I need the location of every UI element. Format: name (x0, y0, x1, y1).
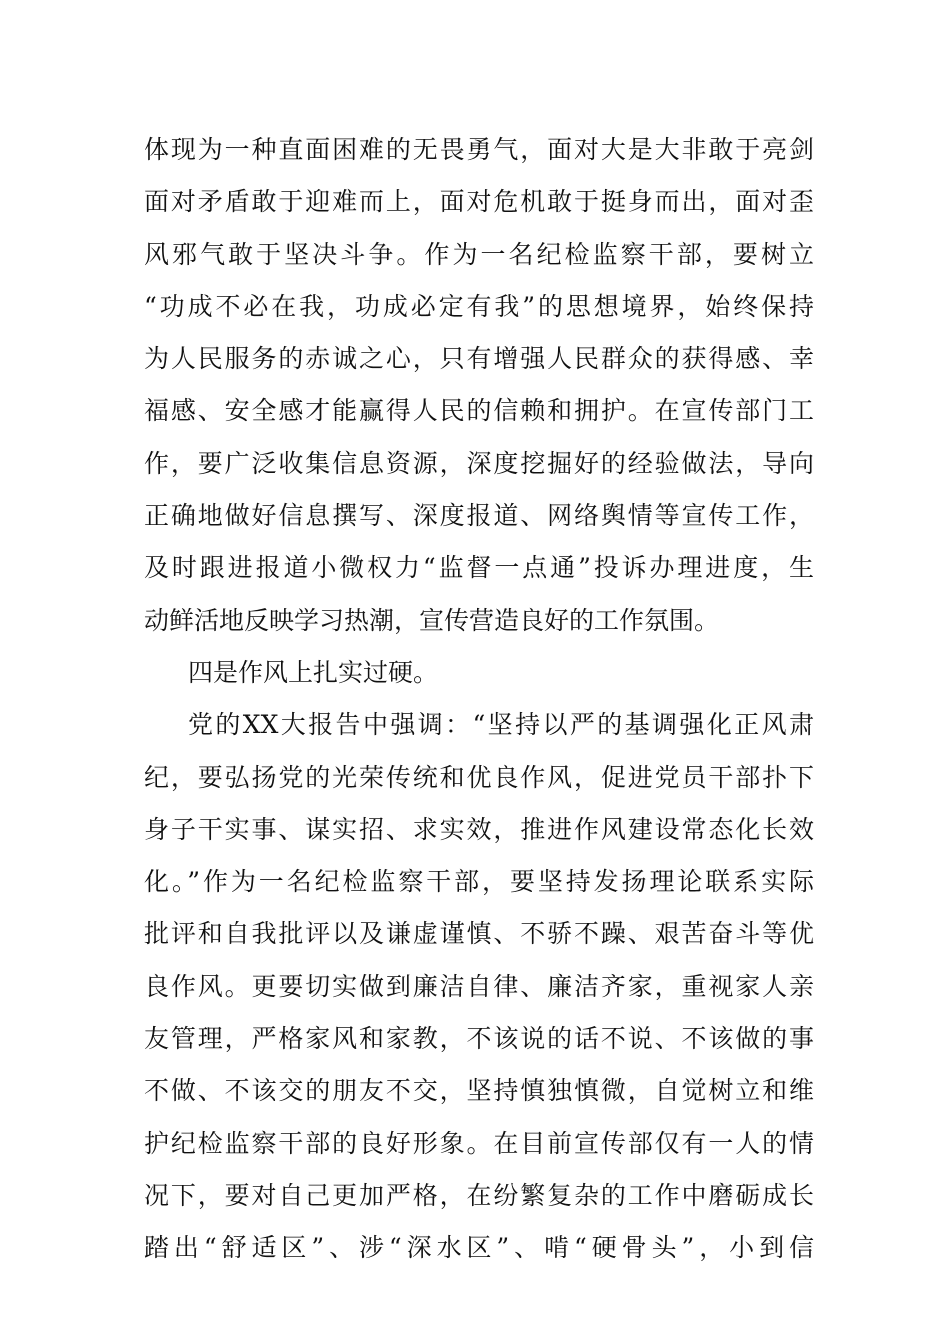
text-line: 纪，要弘扬党的光荣传统和优良作风，促进党员干部扑下 (144, 762, 814, 792)
text-line: 体现为一种直面困难的无畏勇气，面对大是大非敢于亮剑 (144, 135, 814, 164)
text-line: 作，要广泛收集信息资源，深度挖掘好的经验做法，导向 (144, 448, 814, 478)
text-line: 不做、不该交的朋友不交，坚持慎独慎微，自觉树立和维 (144, 1076, 814, 1106)
text-line: 况下，要对自己更加严格，在纷繁复杂的工作中磨砺成长 (144, 1180, 814, 1210)
text-line: 护纪检监察干部的良好形象。在目前宣传部仅有一人的情 (144, 1128, 814, 1158)
text-line: 踏出“舒适区”、涉“深水区”、啃“硬骨头”，小到信 (144, 1233, 814, 1263)
section-heading: 四是作风上扎实过硬。 (188, 657, 439, 687)
text-line: 为人民服务的赤诚之心，只有增强人民群众的获得感、幸 (144, 344, 814, 374)
text-line: 福感、安全感才能赢得人民的信赖和拥护。在宣传部门工 (144, 396, 814, 426)
text-line: 风邪气敢于坚决斗争。作为一名纪检监察干部，要树立 (144, 239, 814, 269)
body-text (144, 124, 814, 1275)
text-line: 友管理，严格家风和家教，不该说的话不说、不该做的事 (144, 1024, 814, 1054)
text-line: 党的XX大报告中强调：“坚持以严的基调强化正风肃 (188, 710, 814, 740)
text-line: 良作风。更要切实做到廉洁自律、廉洁齐家，重视家人亲 (144, 971, 814, 1001)
text-line: 化。”作为一名纪检监察干部，要坚持发扬理论联系实际 (144, 867, 814, 897)
text-line: “功成不必在我，功成必定有我”的思想境界，始终保持 (144, 291, 814, 321)
text-line: 批评和自我批评以及谦虚谨慎、不骄不躁、艰苦奋斗等优 (144, 919, 814, 949)
text-line: 及时跟进报道小微权力“监督一点通”投诉办理进度，生 (144, 553, 814, 583)
text-line: 面对矛盾敢于迎难而上，面对危机敢于挺身而出，面对歪 (144, 187, 814, 217)
text-line: 正确地做好信息撰写、深度报道、网络舆情等宣传工作， (144, 501, 814, 531)
paragraph-end-line: 动鲜活地反映学习热潮，宣传营造良好的工作氛围。 (144, 605, 720, 635)
text-line: 身子干实事、谋实招、求实效，推进作风建设常态化长效 (144, 814, 814, 844)
